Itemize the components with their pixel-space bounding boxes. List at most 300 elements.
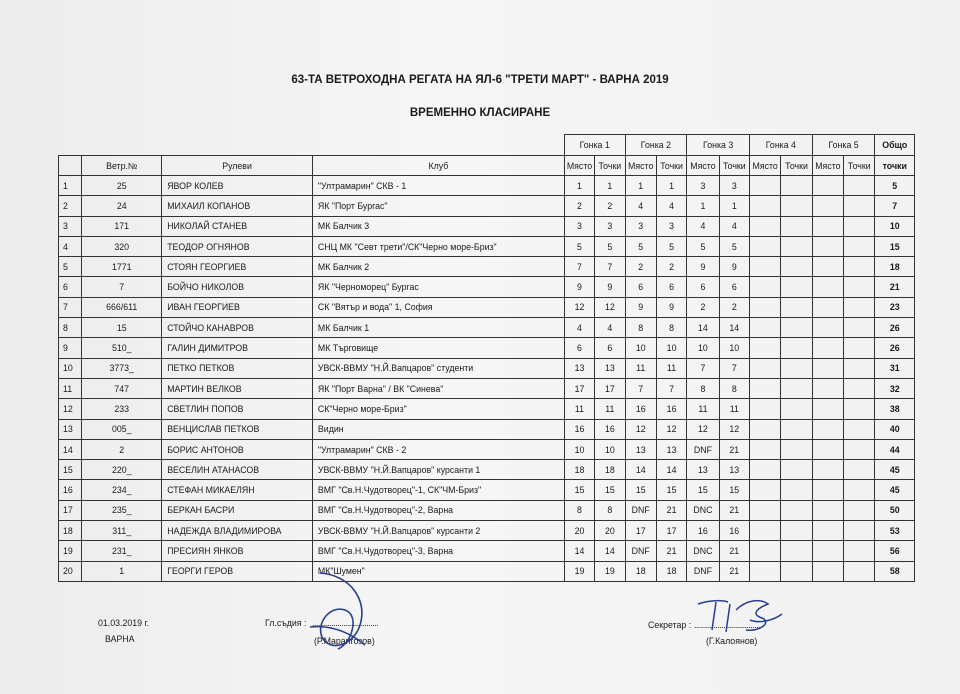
sail-number: 1771 (82, 257, 162, 277)
race-4-place (749, 480, 780, 500)
race-4-place (749, 318, 780, 338)
total-points: 50 (875, 500, 915, 520)
place-header: Място (687, 156, 719, 176)
race-3-place: 15 (687, 480, 719, 500)
race-1-points: 10 (595, 439, 625, 459)
race-3-place: 11 (687, 399, 719, 419)
race-2-place: DNF (625, 541, 656, 561)
race-2-points: 21 (656, 541, 686, 561)
race-3-place: 3 (687, 176, 719, 196)
total-points: 40 (875, 419, 915, 439)
helm-name: МИХАИЛ КОПАНОВ (162, 196, 313, 216)
race-2-place: 7 (625, 378, 656, 398)
race-4-points (781, 196, 812, 216)
race-2-place: 2 (625, 257, 656, 277)
sail-number: 231_ (82, 541, 162, 561)
helm-name: БОЙЧО НИКОЛОВ (162, 277, 313, 297)
total-points: 58 (875, 561, 915, 581)
race-4-place (749, 277, 780, 297)
club-name: ВМГ "Св.Н.Чудотворец"-2, Варна (312, 500, 564, 520)
race-5-points (844, 399, 875, 419)
race-2-points: 4 (656, 196, 686, 216)
race-2-place: 8 (625, 318, 656, 338)
sail-number: 25 (82, 176, 162, 196)
club-name: МК Балчик 2 (312, 257, 564, 277)
total-points: 7 (875, 196, 915, 216)
total-points: 18 (875, 257, 915, 277)
row-number: 5 (59, 257, 82, 277)
race-5-place (812, 399, 843, 419)
race-4-place (749, 521, 780, 541)
race-5-points (844, 460, 875, 480)
race-5-place (812, 439, 843, 459)
race-4-points (781, 460, 812, 480)
race-4-place (749, 419, 780, 439)
race-3-header: Гонка 3 (687, 135, 750, 156)
club-name: МК Балчик 1 (312, 318, 564, 338)
row-number: 2 (59, 196, 82, 216)
race-1-points: 12 (595, 297, 625, 317)
sail-number: 171 (82, 216, 162, 236)
race-3-points: 5 (719, 236, 749, 256)
race-4-points (781, 297, 812, 317)
row-number: 7 (59, 297, 82, 317)
table-row (59, 236, 915, 256)
document-city: ВАРНА (105, 634, 135, 644)
club-name: УВСК-ВВМУ "Н.Й.Вапцаров" курсанти 1 (312, 460, 564, 480)
total-points: 5 (875, 176, 915, 196)
race-3-place: 16 (687, 521, 719, 541)
secretary-name: (Г.Калоянов) (706, 636, 758, 646)
race-3-points: 14 (719, 318, 749, 338)
column-header-row (59, 156, 915, 176)
race-1-points: 4 (595, 318, 625, 338)
club-name: "Ултрамарин" СКВ - 2 (312, 439, 564, 459)
sail-number: 2 (82, 439, 162, 459)
race-5-place (812, 338, 843, 358)
club-header: Клуб (312, 156, 564, 176)
race-2-points: 9 (656, 297, 686, 317)
sail-number: 510_ (82, 338, 162, 358)
race-3-place: 5 (687, 236, 719, 256)
club-name: СНЦ МК "Севт трети"/СК"Черно море-Бриз" (312, 236, 564, 256)
sail-number: 311_ (82, 521, 162, 541)
race-1-place: 18 (564, 460, 594, 480)
race-4-points (781, 216, 812, 236)
race-1-place: 7 (564, 257, 594, 277)
secretary-label: Секретар : (648, 620, 692, 630)
race-2-place: 16 (625, 399, 656, 419)
race-1-place: 15 (564, 480, 594, 500)
race-2-header: Гонка 2 (625, 135, 687, 156)
club-name: ВМГ "Св.Н.Чудотворец"-1, СК"ЧМ-Бриз" (312, 480, 564, 500)
race-5-points (844, 500, 875, 520)
sail-number: 15 (82, 318, 162, 338)
race-1-points: 8 (595, 500, 625, 520)
row-number: 16 (59, 480, 82, 500)
race-5-place (812, 460, 843, 480)
race-4-points (781, 399, 812, 419)
total-points: 15 (875, 236, 915, 256)
table-row (59, 216, 915, 236)
race-1-points: 18 (595, 460, 625, 480)
total-points: 23 (875, 297, 915, 317)
race-1-place: 13 (564, 358, 594, 378)
helm-name: ВЕСЕЛИН АТАНАСОВ (162, 460, 313, 480)
race-3-place: 4 (687, 216, 719, 236)
race-5-place (812, 521, 843, 541)
race-1-points: 15 (595, 480, 625, 500)
row-number: 8 (59, 318, 82, 338)
race-4-points (781, 521, 812, 541)
race-3-points: 21 (719, 439, 749, 459)
helm-name: ПРЕСИЯН ЯНКОВ (162, 541, 313, 561)
race-2-place: 11 (625, 358, 656, 378)
race-header-row (59, 135, 915, 156)
helm-name: ЯВОР КОЛЕВ (162, 176, 313, 196)
race-1-points: 2 (595, 196, 625, 216)
race-3-points: 21 (719, 500, 749, 520)
race-5-points (844, 176, 875, 196)
helm-name: СТОЙЧО КАНАВРОВ (162, 318, 313, 338)
row-number: 20 (59, 561, 82, 581)
row-number: 19 (59, 541, 82, 561)
race-1-place: 2 (564, 196, 594, 216)
race-3-points: 3 (719, 176, 749, 196)
helm-name: НАДЕЖДА ВЛАДИМИРОВА (162, 521, 313, 541)
club-name: ЯК "Черноморец" Бургас (312, 277, 564, 297)
race-3-place: 7 (687, 358, 719, 378)
race-3-points: 6 (719, 277, 749, 297)
row-number: 14 (59, 439, 82, 459)
sail-number: 24 (82, 196, 162, 216)
club-name: МК Търговище (312, 338, 564, 358)
race-1-place: 10 (564, 439, 594, 459)
helm-name: ГАЛИН ДИМИТРОВ (162, 338, 313, 358)
race-5-points (844, 521, 875, 541)
row-number: 10 (59, 358, 82, 378)
table-row (59, 399, 915, 419)
race-4-points (781, 176, 812, 196)
race-1-place: 5 (564, 236, 594, 256)
helm-name: БЕРКАН БАСРИ (162, 500, 313, 520)
table-row (59, 378, 915, 398)
row-number: 12 (59, 399, 82, 419)
race-2-points: 16 (656, 399, 686, 419)
sail-number: 7 (82, 277, 162, 297)
race-5-place (812, 297, 843, 317)
race-3-points: 15 (719, 480, 749, 500)
race-5-place (812, 419, 843, 439)
race-4-place (749, 541, 780, 561)
race-1-place: 17 (564, 378, 594, 398)
race-4-place (749, 500, 780, 520)
race-2-place: 17 (625, 521, 656, 541)
row-number: 9 (59, 338, 82, 358)
race-1-points: 1 (595, 176, 625, 196)
race-5-place (812, 277, 843, 297)
race-1-place: 16 (564, 419, 594, 439)
sail-number: 320 (82, 236, 162, 256)
total-header-bottom: точки (875, 156, 915, 176)
total-points: 53 (875, 521, 915, 541)
helm-name: ИВАН ГЕОРГИЕВ (162, 297, 313, 317)
race-1-place: 6 (564, 338, 594, 358)
race-4-place (749, 338, 780, 358)
race-3-points: 12 (719, 419, 749, 439)
helm-name: СВЕТЛИН ПОПОВ (162, 399, 313, 419)
race-2-points: 8 (656, 318, 686, 338)
race-5-place (812, 176, 843, 196)
race-2-points: 17 (656, 521, 686, 541)
race-1-place: 11 (564, 399, 594, 419)
row-number: 6 (59, 277, 82, 297)
race-3-place: 1 (687, 196, 719, 216)
club-name: СК "Вятър и вода" 1, София (312, 297, 564, 317)
race-5-points (844, 297, 875, 317)
place-header: Място (564, 156, 594, 176)
race-2-points: 6 (656, 277, 686, 297)
race-1-place: 3 (564, 216, 594, 236)
race-4-place (749, 297, 780, 317)
race-3-place: DNC (687, 500, 719, 520)
race-3-points: 4 (719, 216, 749, 236)
club-name: УВСК-ВВМУ "Н.Й.Вапцаров" студенти (312, 358, 564, 378)
total-header-top: Общо (875, 135, 915, 156)
race-3-points: 2 (719, 297, 749, 317)
race-4-place (749, 378, 780, 398)
row-number: 4 (59, 236, 82, 256)
race-4-points (781, 257, 812, 277)
judge-label: Гл.съдия : (265, 618, 307, 628)
table-row (59, 460, 915, 480)
race-1-points: 17 (595, 378, 625, 398)
race-1-points: 9 (595, 277, 625, 297)
race-5-points (844, 358, 875, 378)
points-header: Точки (656, 156, 686, 176)
club-name: "Ултрамарин" СКВ - 1 (312, 176, 564, 196)
race-5-place (812, 561, 843, 581)
race-1-points: 14 (595, 541, 625, 561)
table-row (59, 561, 915, 581)
helm-name: СТОЯН ГЕОРГИЕВ (162, 257, 313, 277)
race-4-place (749, 460, 780, 480)
race-4-place (749, 196, 780, 216)
total-points: 45 (875, 480, 915, 500)
race-4-header: Гонка 4 (749, 135, 812, 156)
sail-number-header: Ветр.№ (82, 156, 162, 176)
race-4-points (781, 277, 812, 297)
place-header: Място (749, 156, 780, 176)
race-5-header: Гонка 5 (812, 135, 875, 156)
race-2-place: 5 (625, 236, 656, 256)
race-3-points: 8 (719, 378, 749, 398)
race-1-place: 14 (564, 541, 594, 561)
race-4-place (749, 358, 780, 378)
race-4-points (781, 561, 812, 581)
race-4-place (749, 561, 780, 581)
race-2-points: 7 (656, 378, 686, 398)
sail-number: 234_ (82, 480, 162, 500)
table-row (59, 500, 915, 520)
club-name: ЯК "Порт Варна" / ВК "Синева" (312, 378, 564, 398)
sail-number: 1 (82, 561, 162, 581)
race-2-place: 3 (625, 216, 656, 236)
table-row (59, 277, 915, 297)
race-2-points: 3 (656, 216, 686, 236)
race-5-place (812, 358, 843, 378)
race-3-points: 1 (719, 196, 749, 216)
club-name: МК Балчик 3 (312, 216, 564, 236)
race-2-place: 18 (625, 561, 656, 581)
race-1-points: 11 (595, 399, 625, 419)
row-number: 13 (59, 419, 82, 439)
total-points: 32 (875, 378, 915, 398)
row-number: 1 (59, 176, 82, 196)
race-2-points: 10 (656, 338, 686, 358)
race-2-points: 15 (656, 480, 686, 500)
race-5-points (844, 277, 875, 297)
race-2-place: 4 (625, 196, 656, 216)
judge-signature (290, 565, 400, 660)
race-4-place (749, 257, 780, 277)
race-1-points: 7 (595, 257, 625, 277)
race-2-place: DNF (625, 500, 656, 520)
sail-number: 220_ (82, 460, 162, 480)
total-points: 21 (875, 277, 915, 297)
points-header: Точки (781, 156, 812, 176)
club-name: СК"Черно море-Бриз" (312, 399, 564, 419)
results-table (58, 134, 915, 582)
secretary-signature-line: .................................. (694, 620, 761, 630)
race-1-place: 8 (564, 500, 594, 520)
race-3-points: 16 (719, 521, 749, 541)
total-points: 10 (875, 216, 915, 236)
points-header: Точки (595, 156, 625, 176)
sail-number: 005_ (82, 419, 162, 439)
race-2-points: 5 (656, 236, 686, 256)
row-number: 11 (59, 378, 82, 398)
total-points: 26 (875, 318, 915, 338)
race-5-place (812, 257, 843, 277)
total-points: 56 (875, 541, 915, 561)
race-2-place: 1 (625, 176, 656, 196)
race-5-points (844, 378, 875, 398)
race-5-place (812, 480, 843, 500)
race-1-points: 20 (595, 521, 625, 541)
club-name: МК"Шумен" (312, 561, 564, 581)
race-4-place (749, 236, 780, 256)
race-1-place: 19 (564, 561, 594, 581)
race-4-place (749, 176, 780, 196)
table-row (59, 439, 915, 459)
race-1-place: 9 (564, 277, 594, 297)
race-2-place: 14 (625, 460, 656, 480)
table-row (59, 419, 915, 439)
race-2-place: 13 (625, 439, 656, 459)
race-2-points: 11 (656, 358, 686, 378)
race-4-points (781, 541, 812, 561)
regatta-title: 63-ТА ВЕТРОХОДНА РЕГАТА НА ЯЛ-6 "ТРЕТИ МАРТ" - ВАРНА 2019 (291, 74, 669, 86)
race-5-points (844, 419, 875, 439)
race-5-points (844, 257, 875, 277)
race-4-place (749, 399, 780, 419)
race-2-place: 15 (625, 480, 656, 500)
sail-number: 747 (82, 378, 162, 398)
race-2-place: 9 (625, 297, 656, 317)
sail-number: 235_ (82, 500, 162, 520)
total-points: 45 (875, 460, 915, 480)
race-3-points: 7 (719, 358, 749, 378)
race-3-points: 10 (719, 338, 749, 358)
table-row (59, 176, 915, 196)
race-5-points (844, 439, 875, 459)
row-number: 17 (59, 500, 82, 520)
race-4-points (781, 480, 812, 500)
race-2-place: 10 (625, 338, 656, 358)
race-3-place: 9 (687, 257, 719, 277)
standings-subtitle: ВРЕМЕННО КЛАСИРАНЕ (409, 107, 551, 119)
helm-name: ПЕТКО ПЕТКОВ (162, 358, 313, 378)
race-4-place (749, 216, 780, 236)
race-5-points (844, 318, 875, 338)
table-row (59, 480, 915, 500)
sail-number: 3773_ (82, 358, 162, 378)
race-5-place (812, 318, 843, 338)
race-2-place: 12 (625, 419, 656, 439)
table-row (59, 521, 915, 541)
helm-name: БОРИС АНТОНОВ (162, 439, 313, 459)
helm-name: МАРТИН ВЕЛКОВ (162, 378, 313, 398)
race-3-place: 12 (687, 419, 719, 439)
race-3-points: 21 (719, 541, 749, 561)
race-5-place (812, 196, 843, 216)
sail-number: 233 (82, 399, 162, 419)
club-name: УВСК-ВВМУ "Н.Й.Вапцаров" курсанти 2 (312, 521, 564, 541)
race-2-points: 21 (656, 500, 686, 520)
race-1-place: 4 (564, 318, 594, 338)
race-3-points: 9 (719, 257, 749, 277)
race-3-place: 10 (687, 338, 719, 358)
table-row (59, 297, 915, 317)
race-1-points: 6 (595, 338, 625, 358)
race-2-points: 13 (656, 439, 686, 459)
race-4-points (781, 338, 812, 358)
race-5-points (844, 480, 875, 500)
helm-name: НИКОЛАЙ СТАНЕВ (162, 216, 313, 236)
race-2-place: 6 (625, 277, 656, 297)
race-2-points: 1 (656, 176, 686, 196)
race-5-place (812, 500, 843, 520)
race-5-place (812, 216, 843, 236)
secretary-signature (690, 590, 790, 640)
race-4-points (781, 500, 812, 520)
helm-header: Рулеви (162, 156, 313, 176)
race-3-place: DNC (687, 541, 719, 561)
race-2-points: 14 (656, 460, 686, 480)
race-5-place (812, 236, 843, 256)
total-points: 31 (875, 358, 915, 378)
race-1-points: 16 (595, 419, 625, 439)
table-row (59, 358, 915, 378)
race-3-place: 6 (687, 277, 719, 297)
table-row (59, 257, 915, 277)
race-3-place: DNF (687, 561, 719, 581)
row-number: 18 (59, 521, 82, 541)
race-1-place: 20 (564, 521, 594, 541)
place-header: Място (625, 156, 656, 176)
race-2-points: 12 (656, 419, 686, 439)
